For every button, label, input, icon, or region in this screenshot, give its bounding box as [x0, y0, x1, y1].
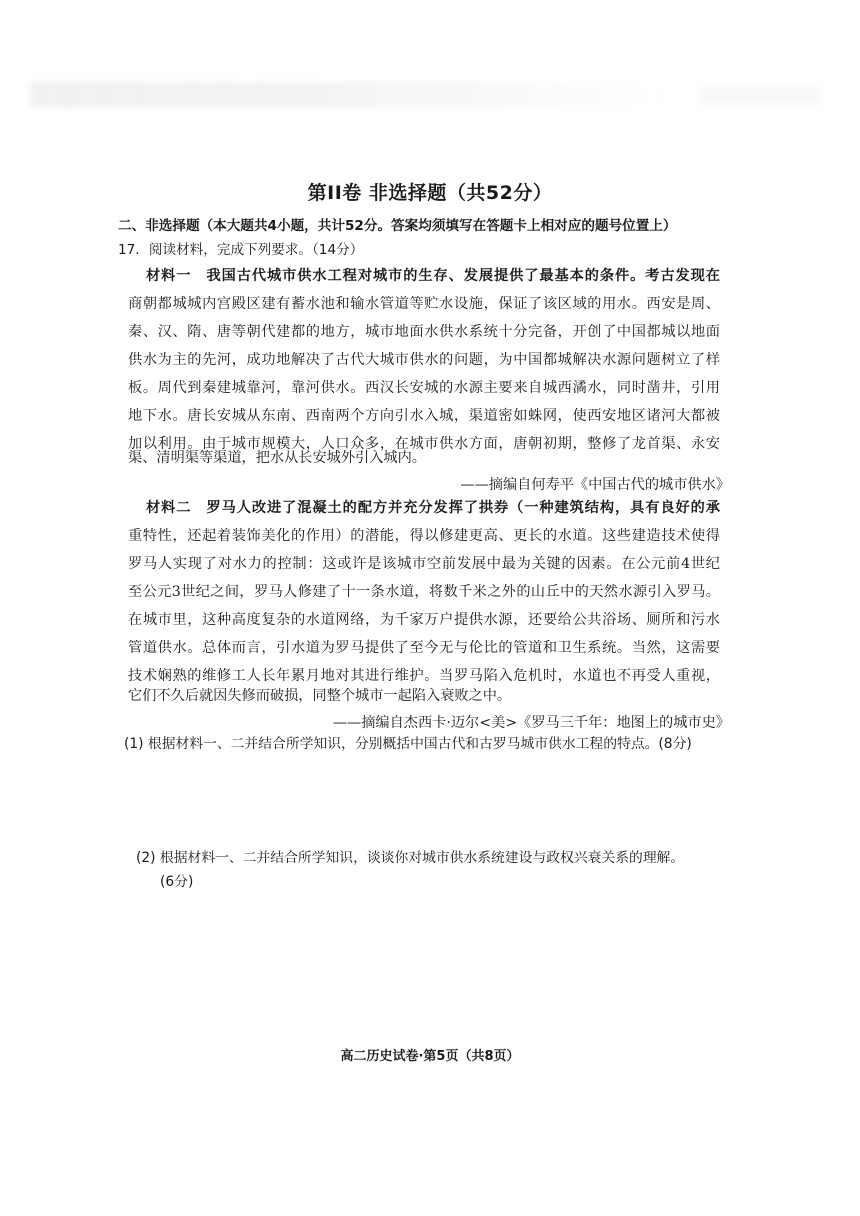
material-line: 至公元3世纪之间，罗马人修建了十一条水道，将数千米之外的山丘中的天然水源引入罗马。 [128, 584, 720, 600]
material-line: 秦、汉、隋、唐等朝代建都的地方，城市地面水供水系统十分完备，开创了中国都城以地面 [128, 324, 720, 340]
section-title: 第II卷 非选择题（共52分） [307, 182, 553, 204]
material-source: ——摘编自杰西卡·迈尔<美>《罗马三千年：地图上的城市史》 [332, 715, 730, 731]
scan-shadow [30, 82, 670, 108]
material-line: 渠、清明渠等渠道，把水从长安城外引入城内。 [128, 450, 426, 466]
material-line: 材料一 我国古代城市供水工程对城市的生存、发展提供了最基本的条件。考古发现在 [146, 268, 720, 284]
material-line: 供水为主的先河，成功地解决了古代大城市供水的问题，为中国都城解决水源问题树立了样 [128, 352, 720, 368]
material-source: ——摘编自何寿平《中国古代的城市供水》 [460, 477, 730, 493]
instruction-text: 二、非选择题（本大题共4小题，共计52分。答案均须填写在答题卡上相对应的题号位置上） [118, 218, 677, 234]
material-line: 板。周代到秦建城靠河，靠河供水。西汉长安城的水源主要来自城西潏水，同时凿井，引用 [128, 380, 720, 396]
material-line: 技术娴熟的维修工人长年累月地对其进行维护。当罗马陷入危机时，水道也不再受人重视， [128, 668, 720, 684]
material-line: 材料二 罗马人改进了混凝土的配方并充分发挥了拱券（一种建筑结构，具有良好的承 [146, 500, 720, 516]
sub-question-2-score: (6分) [160, 874, 194, 890]
sub-question-2: (2) 根据材料一、二并结合所学知识，谈谈你对城市供水系统建设与政权兴衰关系的理解。 [136, 850, 685, 866]
material-line: 商朝都城城内宫殿区建有蓄水池和输水管道等贮水设施，保证了该区域的用水。西安是周、 [128, 296, 720, 312]
material-line: 地下水。唐长安城从东南、西南两个方向引水入城，渠道密如蛛网，使西安地区诸河大都被 [128, 408, 720, 424]
material-line: 在城市里，这种高度复杂的水道网络，为千家万户提供水源，还要给公共浴场、厕所和污水 [128, 612, 720, 628]
page-footer: 高二历史试卷·第5页（共8页） [340, 1049, 520, 1064]
material-line: 重特性，还起着装饰美化的作用）的潜能，得以修建更高、更长的水道。这些建造技术使得 [128, 528, 720, 544]
scan-shadow [700, 86, 820, 104]
material-line: 罗马人实现了对水力的控制：这或许是该城市空前发展中最为关键的因素。在公元前4世纪 [128, 556, 720, 572]
sub-question-1: (1) 根据材料一、二并结合所学知识，分别概括中国古代和古罗马城市供水工程的特点。(8分) [124, 736, 692, 752]
material-line: 加以利用。由于城市规模大，人口众多，在城市供水方面，唐朝初期，整修了龙首渠、永安 [128, 436, 720, 452]
material-line: 管道供水。总体而言，引水道为罗马提供了至今无与伦比的管道和卫生系统。当然，这需要 [128, 640, 720, 656]
material-line: 它们不久后就因失修而破损，同整个城市一起陷入衰败之中。 [128, 688, 512, 704]
question-heading: 17．阅读材料，完成下列要求。（14分） [118, 242, 364, 258]
